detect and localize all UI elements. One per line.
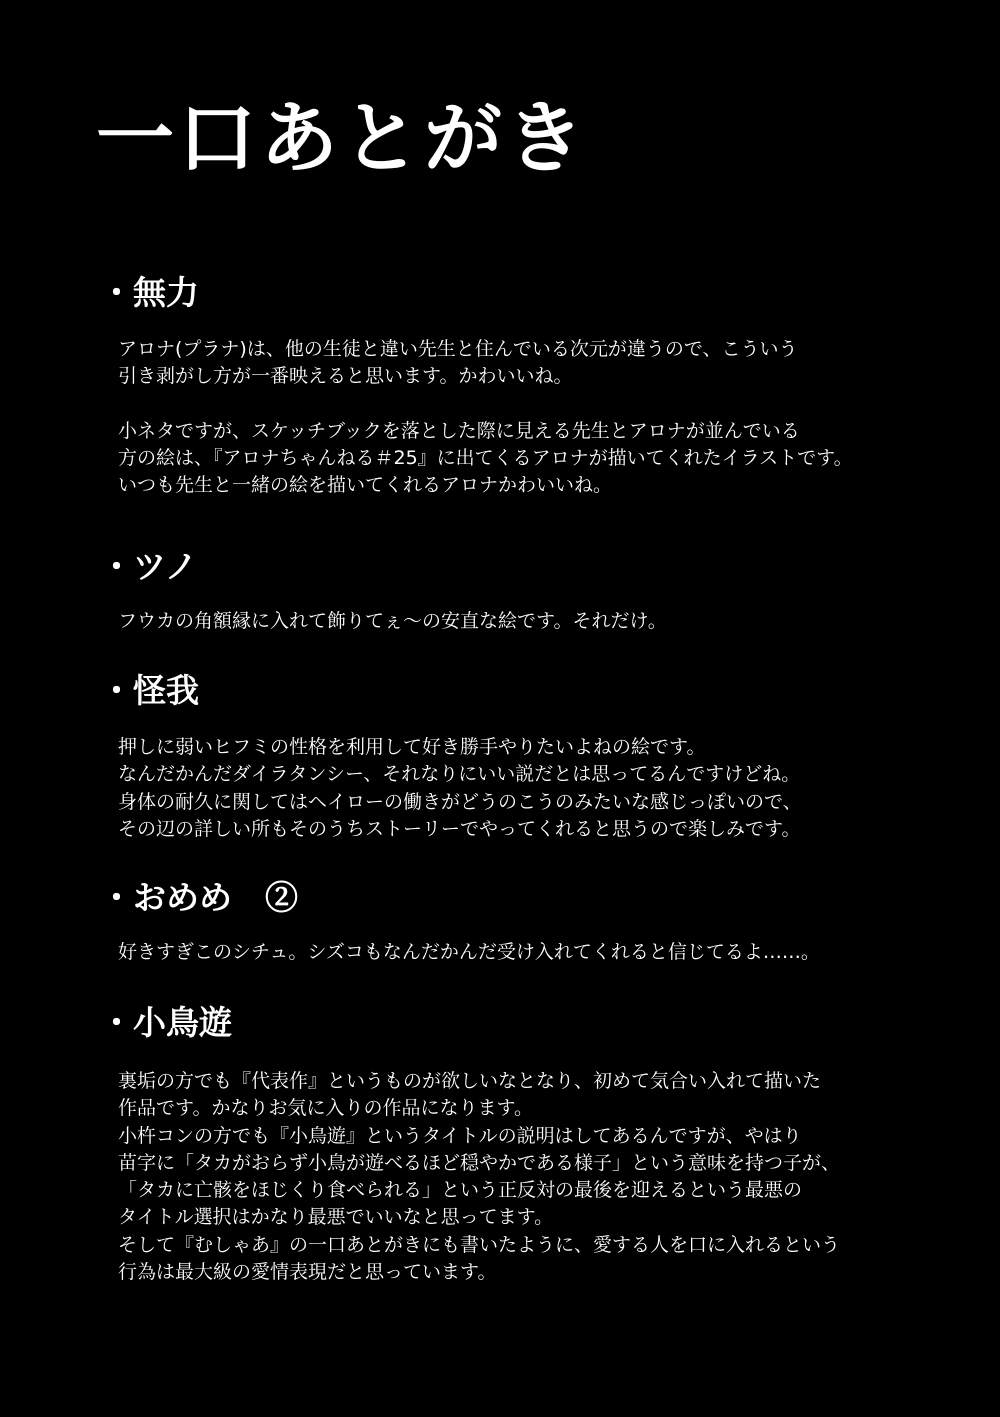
text-line: 方の絵は、『アロナちゃんねる＃25』に出てくるアロナが描いてくれたイラストです。 <box>118 446 853 469</box>
text-line: 好きすぎこのシチュ。シズコもなんだかんだ受け入れてくれると信じてるよ……。 <box>118 941 820 963</box>
paragraph <box>118 608 920 635</box>
text-line: 引き剥がし方が一番映えると思います。かわいいね。 <box>118 365 573 388</box>
paragraph <box>118 336 920 391</box>
text-line: 「タカに亡骸をほじくり食べられる」という正反対の最後を迎えるという最悪の <box>118 1179 803 1202</box>
text-line: 苗字に「タカがおらず小鳥が遊べるほど穏やかである様子」という意味を持つ子が、 <box>118 1151 841 1174</box>
section-body <box>118 336 920 499</box>
paragraph <box>118 734 920 843</box>
section-body <box>118 939 920 966</box>
text-line: 作品です。かなりお気に入りの作品になります。 <box>118 1097 533 1120</box>
text-line: いつも先生と一緒の絵を描いてくれるアロナかわいいね。 <box>118 474 613 497</box>
section-heading: ・小鳥遊 <box>100 1003 232 1042</box>
text-line: 身体の耐久に関してはヘイローの働きがどうのこうのみたいな感じっぽいので、 <box>118 790 802 813</box>
paragraph <box>118 1068 920 1286</box>
text-line: その辺の詳しい所もそのうちストーリーでやってくれると思うので楽しみです。 <box>118 817 801 840</box>
paragraph <box>118 939 920 966</box>
section-muryoku <box>100 272 920 499</box>
text-line: アロナ(プラナ)は、他の生徒と違い先生と住んでいる次元が違うので、こういう <box>118 338 798 360</box>
section-heading: ・おめめ ② <box>100 878 298 917</box>
text-line: なんだかんだダイラタンシー、それなりにいい説だとは思ってるんですけどね。 <box>118 763 801 786</box>
section-body <box>118 734 920 843</box>
section-omeme <box>100 877 920 966</box>
text-line: 小杵コンの方でも『小鳥遊』というタイトルの説明はしてあるんですが、やはり <box>118 1124 802 1147</box>
paragraph <box>118 418 920 500</box>
text-line: フウカの角額縁に入れて飾りてぇ～の安直な絵です。それだけ。 <box>118 610 667 632</box>
page-title: 一口あとがき <box>96 93 589 184</box>
text-line: 行為は最大級の愛情表現だと思っています。 <box>118 1261 497 1284</box>
text-line: 小ネタですが、スケッチブックを落とした際に見える先生とアロナが並んでいる <box>118 419 800 442</box>
text-line: タイトル選択はかなり最悪でいいなと思ってます。 <box>118 1206 554 1229</box>
text-line: 押しに弱いヒフミの性格を利用して好き勝手やりたいよねの絵です。 <box>118 736 706 758</box>
text-line: 裏垢の方でも『代表作』というものが欲しいなとなり、初めて気合い入れて描いた <box>118 1070 822 1092</box>
section-kega <box>100 670 920 843</box>
text-line: そして『むしゃあ』の一口あとがきにも書いたように、愛する人を口に入れるという <box>118 1233 841 1256</box>
section-tsuno <box>100 546 920 635</box>
section-heading: ・ツノ <box>100 547 198 586</box>
section-body <box>118 608 920 635</box>
section-heading: ・無力 <box>100 273 199 312</box>
section-takanashi <box>100 1002 920 1286</box>
section-body <box>118 1068 920 1286</box>
section-heading: ・怪我 <box>100 671 199 710</box>
